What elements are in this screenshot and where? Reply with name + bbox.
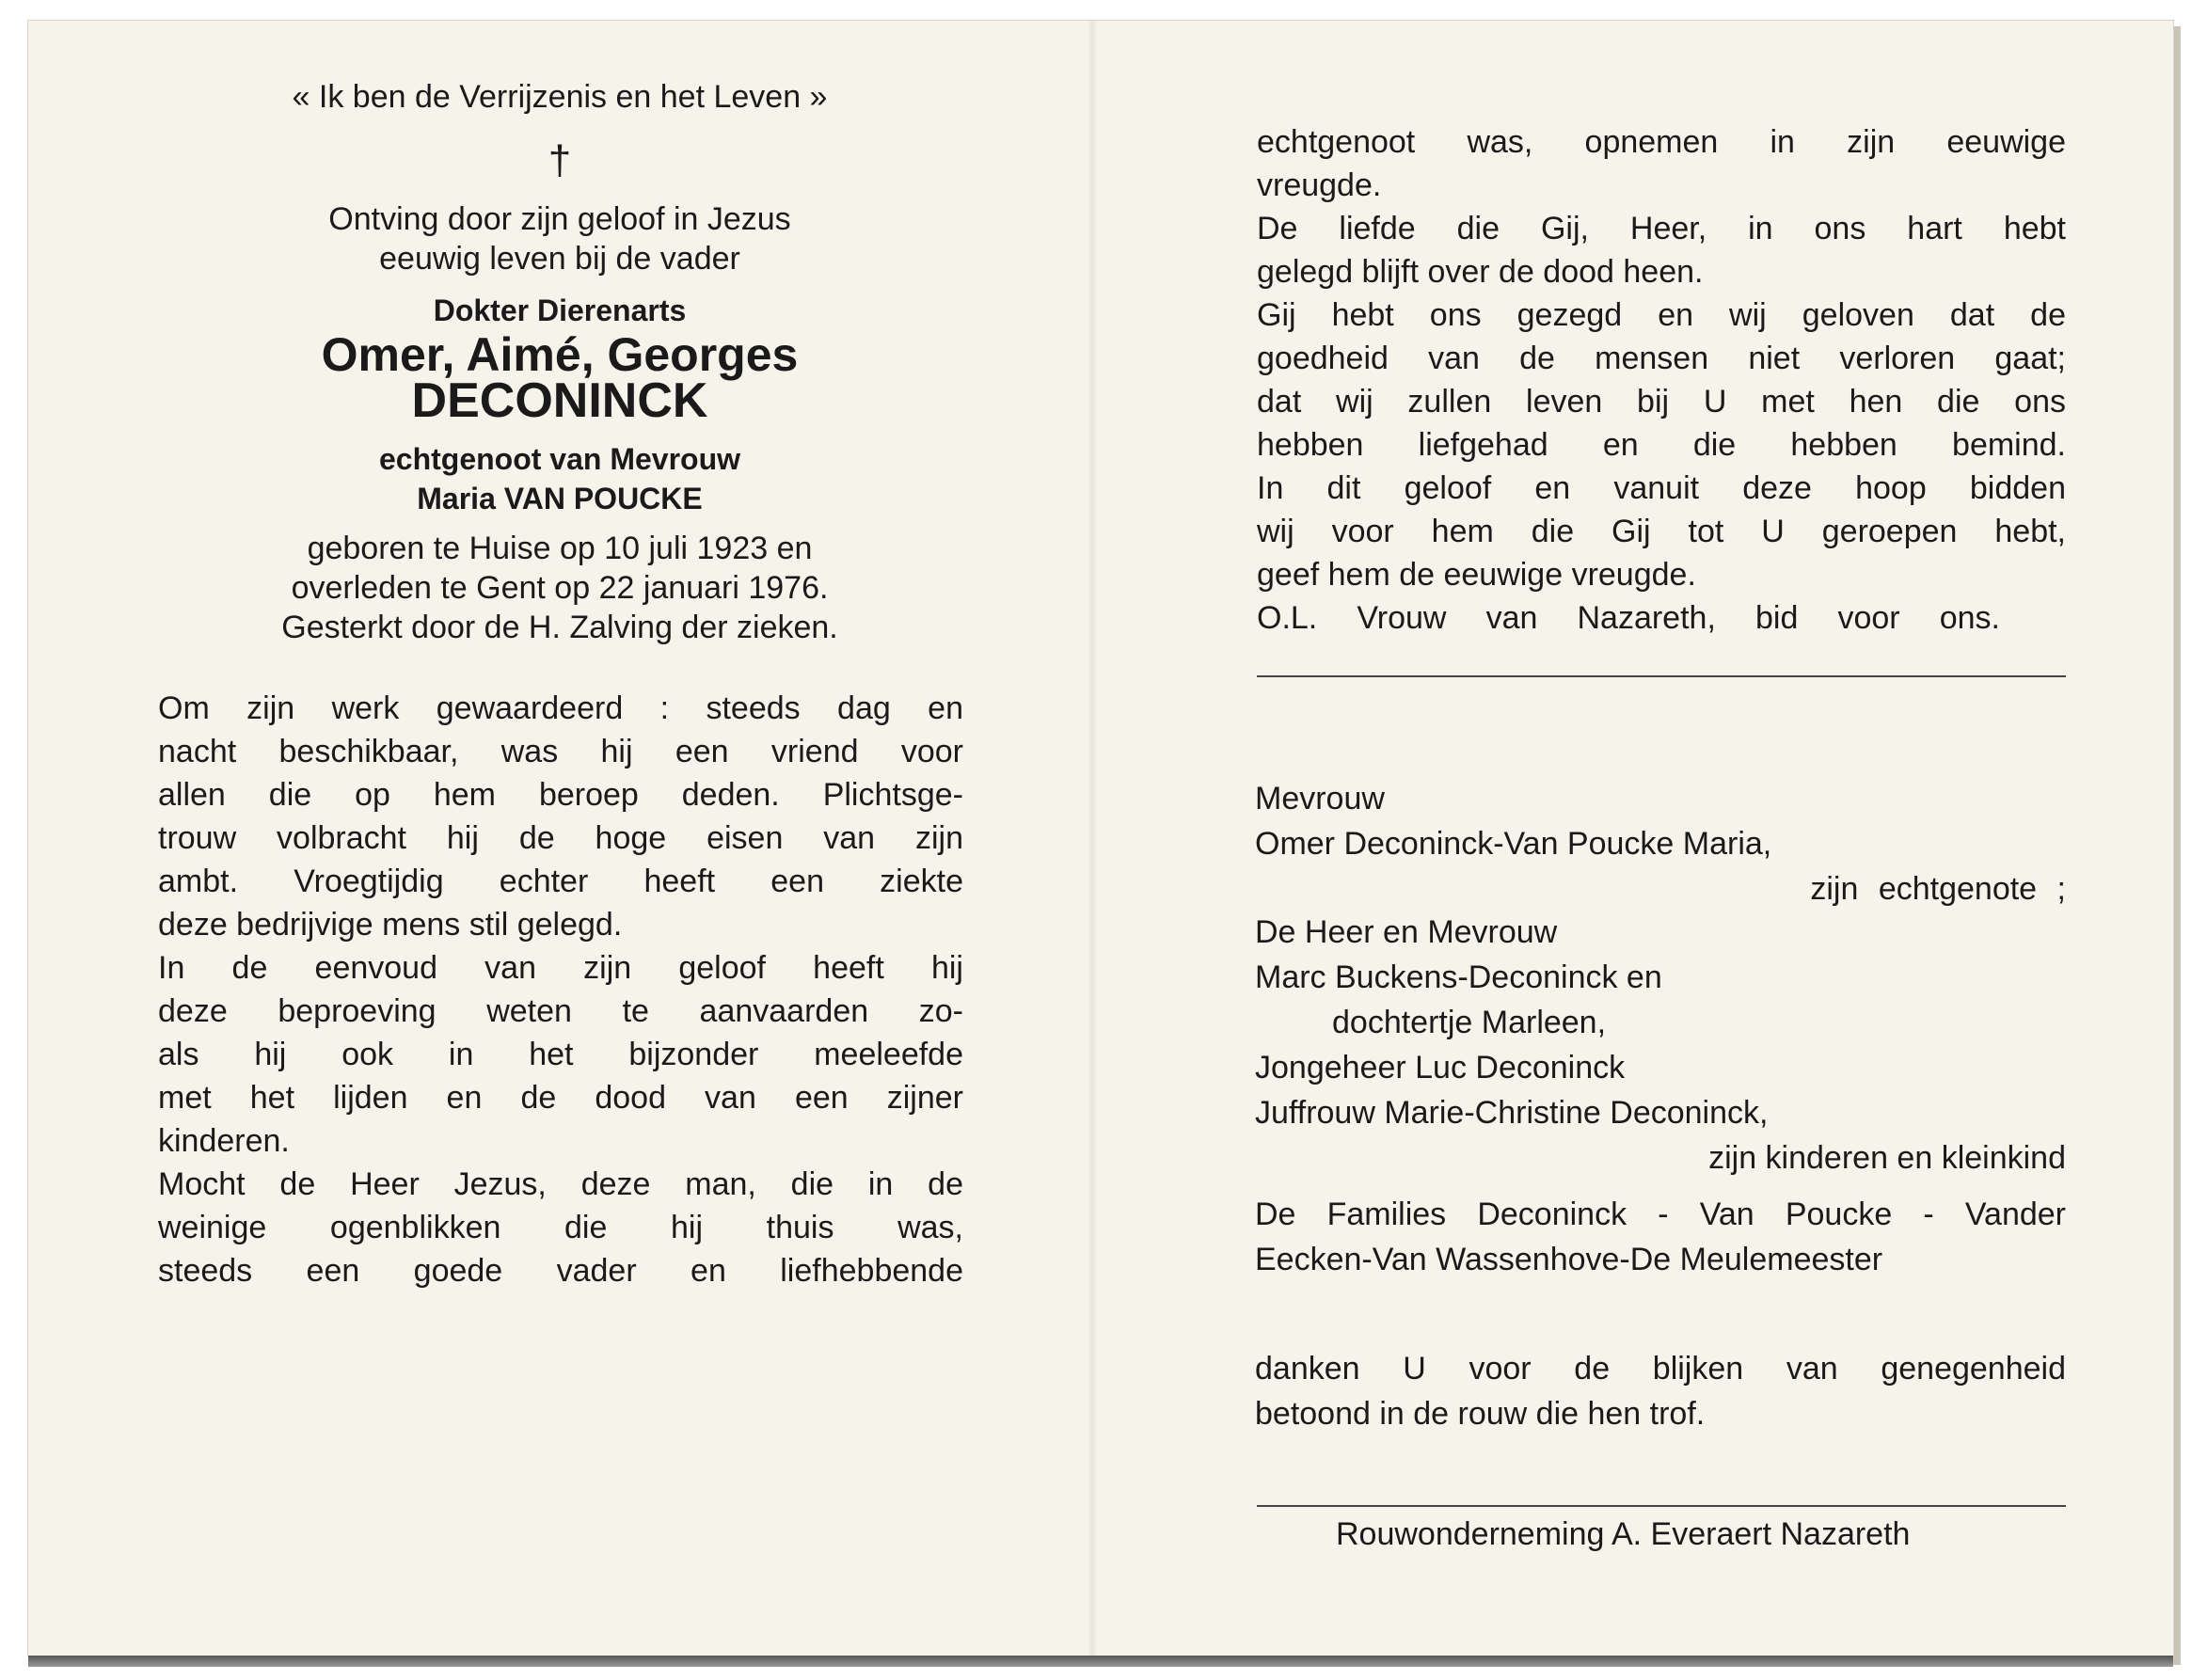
prayer-line: Gij hebt ons gezegd en wij geloven dat de	[1257, 297, 2066, 333]
body-line: Om zijn werk gewaardeerd : steeds dag en	[158, 690, 963, 726]
body-line: nacht beschikbaar, was hij een vriend voor	[158, 734, 963, 769]
left-panel	[28, 21, 1091, 1656]
body-line: Mocht de Heer Jezus, deze man, die in de	[158, 1166, 963, 1202]
body-line: deze beproeving weten te aanvaarden zo-	[158, 993, 963, 1029]
spouse-line: echtgenoot van Mevrouw	[378, 442, 741, 476]
body-line: kinderen.	[158, 1123, 290, 1159]
prayer-line: In dit geloof en vanuit deze hoop bidden	[1257, 470, 2066, 506]
family-children-role: zijn kinderen en kleinkind	[1708, 1140, 2066, 1176]
spouse-name: Maria VAN POUCKE	[417, 482, 703, 515]
body-line: allen die op hem beroep deden. Plichtsge-	[158, 777, 963, 813]
thanks-line-1: danken U voor de blijken van genegenheid	[1255, 1351, 2066, 1387]
memorial-card	[28, 21, 2173, 1656]
thanks-line-2: betoond in de rouw die hen trof.	[1255, 1396, 1706, 1432]
prayer-line: vreugde.	[1257, 167, 1382, 203]
family-couple: Marc Buckens-Deconinck en	[1255, 959, 1662, 995]
family-mevrouw: Mevrouw	[1255, 781, 1385, 816]
motto: « Ik ben de Verrijzenis en het Leven »	[292, 79, 828, 115]
prayer-line: gelegd blijft over de dood heen.	[1257, 254, 1704, 290]
profession: Dokter Dierenarts	[433, 293, 687, 327]
prayer-line: echtgenoot was, opnemen in zijn eeuwige	[1257, 124, 2066, 160]
divider	[1257, 1505, 2066, 1507]
dates-line-2: overleden te Gent op 22 januari 1976.	[291, 570, 829, 606]
body-line: In de eenvoud van zijn geloof heeft hij	[158, 950, 963, 986]
family-son: Jongeheer Luc Deconinck	[1255, 1050, 1626, 1086]
prayer-line: dat wij zullen leven bij U met hen die ons	[1257, 384, 2066, 420]
right-panel	[1091, 21, 2173, 1656]
family-wife: Omer Deconinck-Van Poucke Maria,	[1255, 826, 1772, 862]
family-wife-role: zijn echtgenote ;	[1810, 871, 2066, 907]
cross-icon: †	[548, 137, 572, 183]
family-granddaughter: dochtertje Marleen,	[1332, 1005, 1607, 1040]
surname: DECONINCK	[411, 373, 708, 428]
body-line: als hij ook in het bijzonder meeleefde	[158, 1037, 963, 1072]
family-families-2: Eecken-Van Wassenhove-De Meulemeester	[1255, 1242, 1883, 1277]
divider	[1257, 675, 2066, 677]
body-line: ambt. Vroegtijdig echter heeft een ziekte	[158, 864, 963, 899]
prayer-line: O.L. Vrouw van Nazareth, bid voor ons.	[1257, 600, 2000, 636]
undertaker: Rouwonderneming A. Everaert Nazareth	[1336, 1516, 1911, 1552]
body-line: steeds een goede vader en liefhebbende	[158, 1253, 963, 1289]
body-line: met het lijden en de dood van een zijner	[158, 1080, 963, 1116]
prayer-line: goedheid van de mensen niet verloren gaat;	[1257, 341, 2066, 376]
prayer-line: hebben liefgehad en die hebben bemind.	[1257, 427, 2066, 463]
prayer-line: De liefde die Gij, Heer, in ons hart hebt	[1257, 211, 2066, 246]
given-names: Omer, Aimé, Georges	[321, 328, 799, 381]
body-line: weinige ogenblikken die hij thuis was,	[158, 1210, 963, 1245]
prayer-line: geef hem de eeuwige vreugde.	[1257, 557, 1696, 593]
family-couple-title: De Heer en Mevrouw	[1255, 914, 1558, 950]
intro-line-1: Ontving door zijn geloof in Jezus	[328, 201, 791, 237]
body-line: trouw volbracht hij de hoge eisen van zijn	[158, 820, 963, 856]
dates-line-1: geboren te Huise op 10 juli 1923 en	[307, 531, 813, 566]
dates-line-3: Gesterkt door de H. Zalving der zieken.	[281, 610, 838, 645]
family-families-1: De Families Deconinck - Van Poucke - Vander	[1255, 1197, 2066, 1232]
family-daughter: Juffrouw Marie-Christine Deconinck,	[1255, 1095, 1769, 1131]
intro-line-2: eeuwig leven bij de vader	[379, 241, 740, 277]
body-line: deze bedrijvige mens stil gelegd.	[158, 907, 623, 943]
prayer-line: wij voor hem die Gij tot U geroepen hebt,	[1257, 514, 2066, 549]
